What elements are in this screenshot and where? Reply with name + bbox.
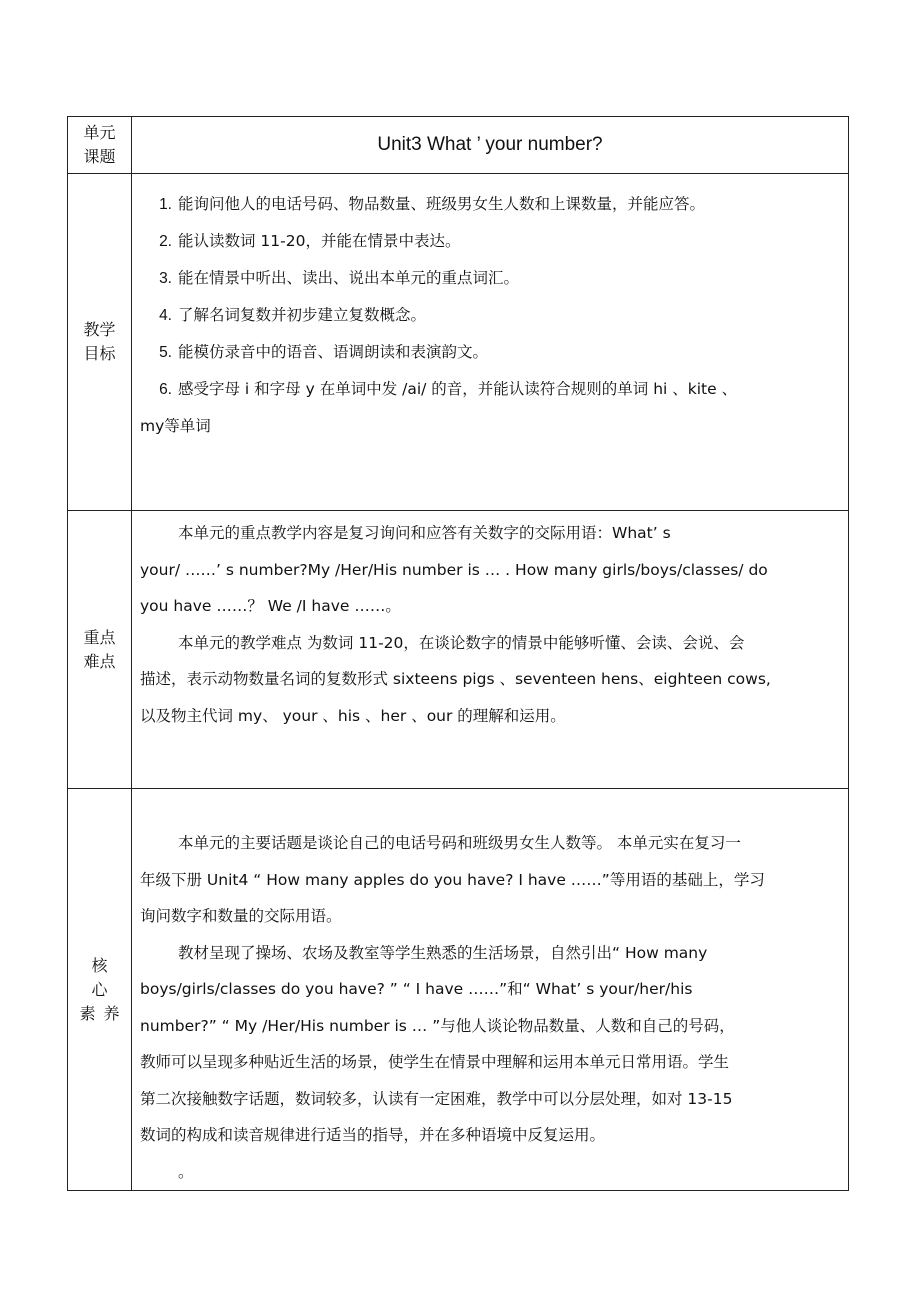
lesson-plan-table xyxy=(67,116,849,1191)
paragraph-line xyxy=(140,1044,842,1081)
label-line: 重点 xyxy=(83,627,116,647)
line-text: 数词的构成和读音规律进行适当的指导，并在多种语境中反复运用。 xyxy=(140,1126,606,1144)
goal-item xyxy=(140,334,834,371)
paragraph-line xyxy=(140,935,842,972)
unit-title-row xyxy=(68,117,849,174)
goal-number: 3. xyxy=(159,270,172,287)
goal-text: 能询问他人的电话号码、物品数量、班级男女生人数和上课数量，并能应答。 xyxy=(178,195,706,213)
label-line: 教学 xyxy=(83,320,116,339)
goal-text: 能在情景中听出、读出、说出本单元的重点词汇。 xyxy=(178,269,520,287)
goals-row xyxy=(68,174,849,511)
goal-item xyxy=(140,223,834,260)
paragraph-line xyxy=(140,1154,842,1191)
difficulty-row xyxy=(68,511,849,789)
label-line: 单元 xyxy=(83,123,116,142)
goals-content xyxy=(132,174,849,511)
line-text: 教师可以呈现多种贴近生活的场景，使学生在情景中理解和运用本单元日常用语。学生 xyxy=(140,1053,730,1071)
paragraph-line xyxy=(140,862,842,899)
goal-number: 6. xyxy=(159,381,172,398)
line-text: 描述，表示动物数量名词的复数形式 sixteens pigs 、seventeen hens、eighteen cows, xyxy=(140,670,771,688)
line-text: 教材呈现了操场、农场及教室等学生熟悉的生活场景，自然引出“ How many xyxy=(178,943,708,962)
unit-title: Unit3 What ’ your number? xyxy=(132,117,849,174)
paragraph-line xyxy=(140,898,842,935)
difficulty-label xyxy=(68,511,132,789)
paragraph-line xyxy=(140,625,842,662)
line-text: 本单元的重点教学内容是复习询问和应答有关数字的交际用语：What’ s xyxy=(178,524,671,542)
paragraph-line xyxy=(140,1008,842,1045)
line-text: 年级下册 Unit4 “ How many apples do you have? I have ……”等用语的基础上，学习 xyxy=(140,870,765,889)
line-text: 第二次接触数字话题，数词较多，认读有一定困难，教学中可以分层处理，如对 13-15 xyxy=(140,1089,733,1108)
goals-label xyxy=(68,174,132,511)
paragraph-line xyxy=(140,1081,842,1118)
line-text: 本单元的教学难点 为数词 11-20，在谈论数字的情景中能够听懂、会读、会说、会 xyxy=(178,633,745,652)
goal-number: 2. xyxy=(159,233,172,250)
paragraph-line xyxy=(140,698,842,735)
line-text: 询问数字和数量的交际用语。 xyxy=(140,907,342,925)
line-text: 以及物主代词 my、 your 、his 、her 、our 的理解和运用。 xyxy=(140,706,566,725)
label-line: 核 心 xyxy=(91,955,116,999)
paragraph-line xyxy=(140,661,842,698)
goal-item xyxy=(140,371,834,408)
goal-item xyxy=(140,186,834,223)
label-line: 难点 xyxy=(83,651,116,671)
paragraph-line xyxy=(140,588,842,625)
goal-number: 1. xyxy=(159,196,172,213)
line-text: 本单元的主要话题是谈论自己的电话号码和班级男女生人数等。 本单元实在复习一 xyxy=(178,834,741,852)
goal-number: 5. xyxy=(159,344,172,361)
goal-item xyxy=(140,260,834,297)
label-line: 目标 xyxy=(83,344,116,363)
paragraph-line xyxy=(140,825,842,862)
goal-text: 了解名词复数并初步建立复数概念。 xyxy=(178,306,427,324)
line-text: you have ……？ We /I have ……。 xyxy=(140,597,401,615)
goal-number: 4. xyxy=(159,307,172,324)
label-line: 素养 xyxy=(79,1003,128,1023)
unit-title-label xyxy=(68,117,132,174)
core-content xyxy=(132,789,849,1191)
paragraph-line xyxy=(140,1117,842,1154)
paragraph-line xyxy=(140,515,842,552)
line-text: your/ ……’ s number?My /Her/His number is … . How many girls/boys/classes/ do xyxy=(140,560,768,579)
difficulty-content xyxy=(132,511,849,789)
goal-text: 感受字母 i 和字母 y 在单词中发 /ai/ 的音，并能认读符合规则的单词 hi 、kite 、 xyxy=(178,380,738,398)
label-line: 课题 xyxy=(83,147,116,166)
paragraph-line xyxy=(140,971,842,1008)
goal-text: 能认读数词 11-20，并能在情景中表达。 xyxy=(178,232,461,250)
core-label xyxy=(68,789,132,1191)
line-text: boys/girls/classes do you have? ” “ I have ……”和“ What’ s your/her/his xyxy=(140,980,693,998)
paragraph-line xyxy=(140,552,842,589)
line-text: number?” “ My /Her/His number is … ”与他人谈论物品数量、人数和自己的号码， xyxy=(140,1016,735,1035)
goal-item xyxy=(140,297,834,334)
line-text: 。 xyxy=(178,1162,194,1181)
goal-continuation: my等单词 xyxy=(140,417,211,435)
core-row xyxy=(68,789,849,1191)
goal-text: 能模仿录音中的语音、语调朗读和表演韵文。 xyxy=(178,343,489,361)
